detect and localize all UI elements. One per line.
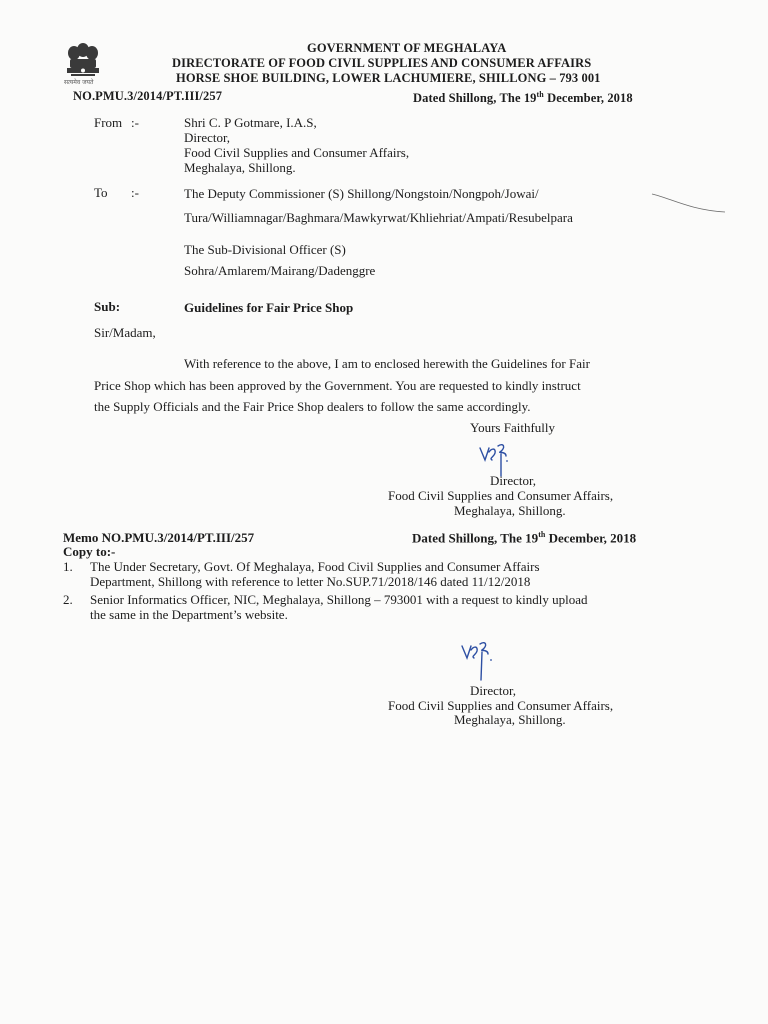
copy-item-text: Department, Shillong with reference to letter No.SUP.71/2018/146 dated 11/12/2018	[90, 574, 531, 589]
salutation: Sir/Madam,	[94, 325, 156, 340]
pen-mark-icon	[650, 190, 730, 220]
header-address: HORSE SHOE BUILDING, LOWER LACHUMIERE, SHILLONG – 793 001	[176, 71, 601, 85]
from-line: Meghalaya, Shillong.	[184, 160, 296, 175]
copy-item-text: Senior Informatics Officer, NIC, Meghalaya, Shillong – 793001 with a request to kindly upload	[90, 592, 588, 607]
from-separator: :-	[131, 115, 139, 130]
subject-text: Guidelines for Fair Price Shop	[184, 300, 354, 315]
body-line: Price Shop which has been approved by the Government. You are requested to kindly instruct	[94, 378, 581, 393]
signature-icon	[458, 634, 502, 684]
header-directorate: DIRECTORATE OF FOOD CIVIL SUPPLIES AND CONSUMER AFFAIRS	[172, 56, 592, 70]
copy-item-text: The Under Secretary, Govt. Of Meghalaya, Food Civil Supplies and Consumer Affairs	[90, 559, 540, 574]
to-line: The Sub-Divisional Officer (S)	[184, 242, 346, 257]
to-label: To	[94, 185, 108, 200]
to-line: The Deputy Commissioner (S) Shillong/Nongstoin/Nongpoh/Jowai/	[184, 186, 539, 201]
signatory-line: Food Civil Supplies and Consumer Affairs,	[388, 698, 614, 713]
memo-date: Dated Shillong, The 19th December, 2018	[412, 530, 637, 546]
to-separator: :-	[131, 185, 139, 200]
signatory-line: Director,	[470, 683, 517, 698]
signatory-line: Meghalaya, Shillong.	[454, 503, 566, 518]
from-label: From	[94, 115, 123, 130]
from-line: Shri C. P Gotmare, I.A.S,	[184, 115, 317, 130]
body-line: With reference to the above, I am to enclosed herewith the Guidelines for Fair	[184, 356, 590, 371]
emblem-caption: सत्यमेव जयते	[64, 79, 94, 86]
from-line: Director,	[184, 130, 231, 145]
subject-label: Sub:	[94, 299, 121, 314]
signatory-line: Food Civil Supplies and Consumer Affairs,	[388, 488, 614, 503]
signatory-line: Director,	[490, 473, 537, 488]
copy-to-label: Copy to:-	[63, 544, 116, 559]
copy-item-number: 2.	[63, 592, 73, 607]
from-line: Food Civil Supplies and Consumer Affairs,	[184, 145, 410, 160]
reference-number: NO.PMU.3/2014/PT.III/257	[73, 89, 223, 103]
signatory-line: Meghalaya, Shillong.	[454, 712, 566, 727]
signature-icon	[476, 438, 516, 478]
copy-item-number: 1.	[63, 559, 73, 574]
to-line: Sohra/Amlarem/Mairang/Dadenggre	[184, 263, 376, 278]
copy-item-text: the same in the Department’s website.	[90, 607, 288, 622]
header-government: GOVERNMENT OF MEGHALAYA	[307, 41, 507, 55]
closing: Yours Faithfully	[470, 420, 556, 435]
body-line: the Supply Officials and the Fair Price Shop dealers to follow the same accordingly.	[94, 399, 531, 414]
to-line: Tura/Williamnagar/Baghmara/Mawkyrwat/Khliehriat/Ampati/Resubelpara	[184, 210, 573, 225]
letter-date: Dated Shillong, The 19th December, 2018	[413, 90, 633, 106]
state-emblem-icon	[62, 40, 104, 88]
memo-reference: Memo NO.PMU.3/2014/PT.III/257	[63, 530, 255, 545]
